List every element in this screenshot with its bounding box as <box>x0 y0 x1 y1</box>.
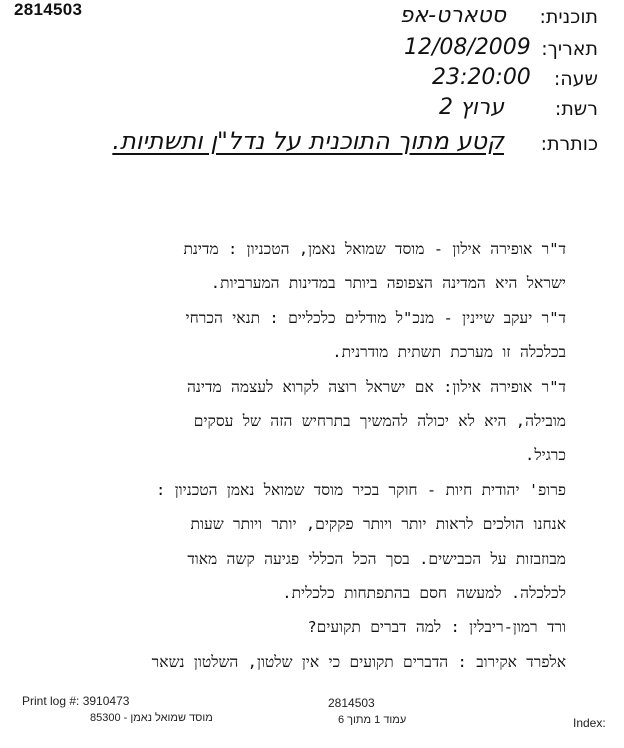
network-value: ערוץ 2 <box>438 95 504 120</box>
time-label: שעה: <box>553 68 598 90</box>
transcript-line: מבוזבזות על הכבישים. בסך הכל הכללי פגיעה קשה מאוד <box>187 549 566 568</box>
transcript-line: ד"ר יעקב שיינין - מנכ"ל מודלים כלכליים : תנאי הכרחי <box>185 308 566 327</box>
footer-page-indicator: עמוד 1 מתוך 6 <box>338 714 407 726</box>
time-value: 23:20:00 <box>432 65 531 90</box>
program-value: סטארט-אפ <box>399 3 506 28</box>
transcript-line: ישראל היא המדינה הצפופה ביותר במדינות המערביות. <box>210 274 566 293</box>
program-label: תוכנית: <box>539 6 598 28</box>
transcript-body <box>46 232 566 679</box>
transcript-line: ורד רמון-ריבלין : למה דברים תקועים? <box>307 618 566 637</box>
transcript-line: אנחנו הולכים לראות יותר ויותר פקקים, יותר ויותר שעות <box>190 515 566 534</box>
transcript-line: מובילה, היא לא יכולה להמשיך בתרחיש הזה של עסקים <box>193 411 566 430</box>
transcript-line: לכלכלה. למעשה חסם בהתפתחות כלכלית. <box>282 583 566 602</box>
network-label: רשת: <box>554 98 598 120</box>
date-value: 12/08/2009 <box>404 35 531 60</box>
transcript-line: כרגיל. <box>525 446 566 465</box>
page-footer <box>0 690 624 748</box>
transcript-line: בכלכלה זו מערכת תשתית מודרנית. <box>332 343 566 362</box>
transcript-line: פרופ' יהודית חיות - חוקר בכיר מוסד שמואל נאמן הטכניון : <box>156 480 566 499</box>
date-label: תאריך: <box>541 38 598 60</box>
print-log: Print log #: 3910473 <box>22 694 130 708</box>
transcript-line: אלפרד אקירוב : הדברים תקועים כי אין שלטון, השלטון נשאר <box>151 652 566 671</box>
footer-source: מוסד שמואל נאמן - 85300 <box>90 712 213 724</box>
transcript-line: ד"ר אופירה אילון: אם ישראל רוצה לקרוא לעצמה מדינה <box>186 377 566 396</box>
document-number: 2814503 <box>14 0 83 19</box>
title-label: כותרת: <box>540 133 598 155</box>
transcript-line: ד"ר אופירה אילון - מוסד שמואל נאמן, הטכניון : מדינת <box>183 240 566 258</box>
title-value: קטע מתוך התוכנית על נדל"ן ותשתיות. <box>112 127 504 155</box>
footer-index-label: Index: <box>573 716 606 730</box>
footer-document-number: 2814503 <box>328 696 375 710</box>
